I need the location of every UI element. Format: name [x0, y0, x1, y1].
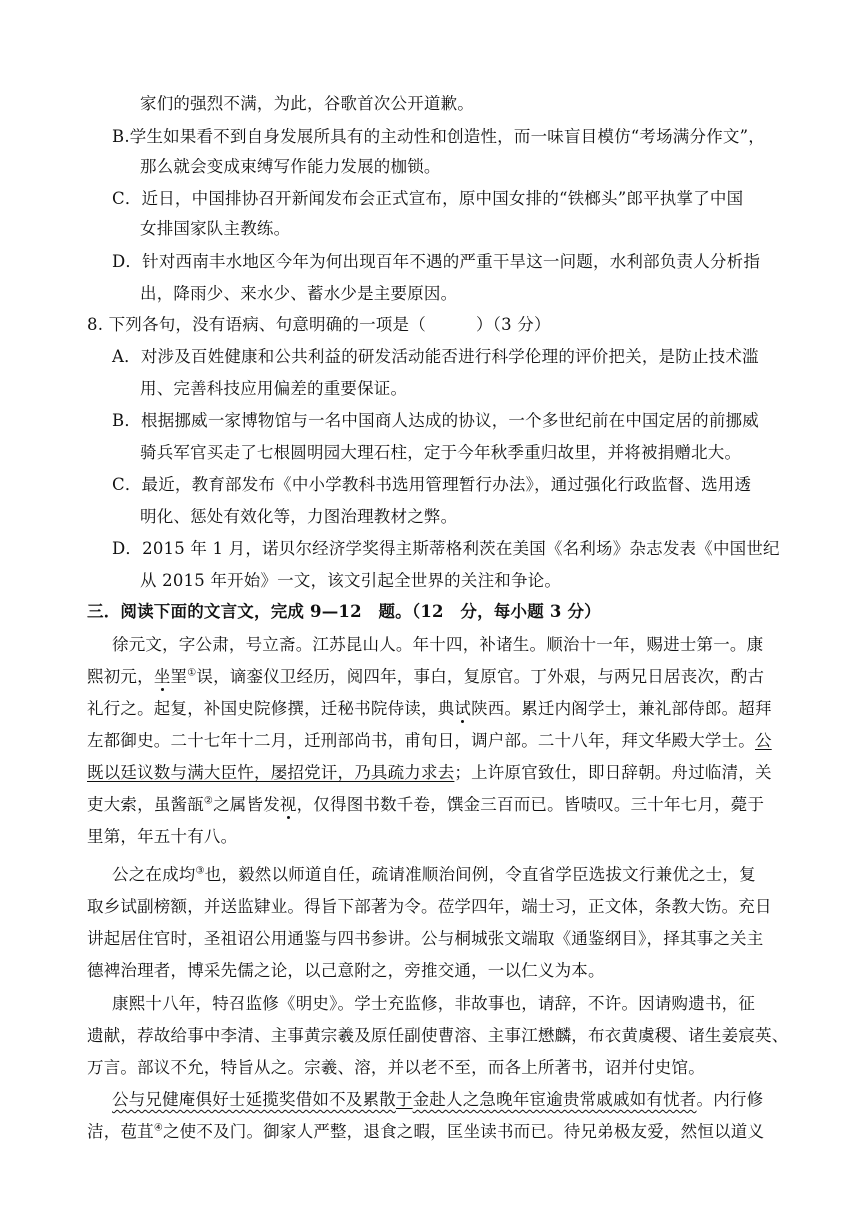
passage-p3-line3: 万言。部议不允，特旨从之。宗羲、溶，并以老不至，而各上所著书，诏并付史馆。: [87, 1058, 705, 1077]
q8-option-c-line2: 明化、惩处有效化等，力图治理教材之弊。: [140, 507, 458, 526]
q8-option-a-line1: A．对涉及百姓健康和公共利益的研发活动能否进行科学伦理的评价把关，是防止技术滥: [112, 347, 759, 366]
underlined-sentence-start: 公: [755, 731, 772, 750]
passage-p2-line4: 德裨治理者，博采先儒之论，以己意附之，旁推交通，一以仁义为本。: [87, 961, 605, 980]
q8-option-b-line1: B．根据挪威一家博物馆与一名中国商人达成的协议，一个多世纪前在中国定居的前挪威: [112, 411, 759, 430]
passage-p1-line5: [87, 762, 772, 784]
passage-text: 公之在成均: [112, 865, 196, 884]
q8-option-d-line1: D．2015 年 1 月，诺贝尔经济学奖得主斯蒂格利茨在美国《名利场》杂志发表《中国世纪: [112, 539, 780, 558]
passage-text: 陕西。累迁内阁学士，兼礼部侍郎。超拜: [471, 699, 772, 718]
q8-stem: 8. 下列各句，没有语病、句意明确的一项是（ ）（3 分）: [87, 315, 551, 334]
passage-text: 洁，苞苴: [87, 1122, 154, 1141]
underlined-char-yu: 于: [395, 1090, 413, 1109]
footnote-mark-2: ②: [203, 795, 214, 807]
passage-p2-line2: 取乡试副榜额，并送监肄业。得旨下部著为令。莅学四年，端士习，正文体，条教大饬。充日: [87, 897, 772, 916]
passage-p3-line1: 康熙十八年，特召监修《明史》。学士充监修，非故事也，请辞，不许。因请购遗书，征: [112, 994, 756, 1013]
footnote-mark-1: ①: [187, 667, 197, 679]
q7-option-a-continuation: 家们的强烈不满，为此，谷歌首次公开道歉。: [140, 94, 474, 113]
wavy-underlined-sentence: 公与兄健庵俱好士延揽奖借如不及累散: [112, 1090, 396, 1109]
passage-text: ，仅得图书数千卷，馔金三百而已。皆啧叹。三十年七月，薨于: [296, 795, 765, 814]
passage-text: 之属皆: [213, 795, 264, 814]
passage-text: 。内行修: [696, 1090, 764, 1109]
passage-p1-line7: 里第，年五十有八。: [87, 827, 238, 846]
passage-text: ；上许原官致仕，即日辞朝。舟过临清，关: [454, 763, 772, 782]
q8-option-b-line2: 骑兵军官买走了七根圆明园大理石柱，定于今年秋季重归故里，并将被捐赠北大。: [140, 443, 742, 462]
q7-option-c-line2: 女排国家队主教练。: [140, 219, 291, 238]
q7-option-d-line2: 出，降雨少、来水少、蓄水少是主要原因。: [140, 284, 458, 303]
passage-p3-line2: 遗献，荐故给事中李清、主事黄宗羲及原任副使曹溶、主事江懋麟，布衣黄虞稷、诸生姜宸英、: [87, 1026, 789, 1045]
q8-option-c-line1: C．最近，教育部发布《中小学教科书选用管理暂行办法》，通过强化行政监督、选用透: [112, 475, 752, 494]
passage-text: 吏大索，虽酱瓿: [87, 795, 204, 814]
underlined-sentence: 既以廷议数与满大臣忤，屡招党讦，乃具疏力求去: [87, 763, 455, 782]
passage-p1-line1: 徐元文，字公肃，号立斋。江苏昆山人。年十四，补诸生。顺治十一年，赐进士第一。康: [112, 635, 764, 654]
dotted-char-shi2: 视: [279, 795, 297, 814]
passage-p1-line2: [87, 666, 764, 688]
passage-p2-line1: [112, 864, 756, 886]
passage-text: 礼行之。起复，补国史院修撰，迁秘书院侍读，: [87, 699, 438, 718]
q8-option-d-line2: 从 2015 年开始》一文，该文引起全世界的关注和争论。: [140, 571, 562, 590]
passage-text: 熙初元，: [87, 667, 154, 686]
q7-option-d-line1: D．针对西南丰水地区今年为何出现百年不遇的严重干旱这一问题，水利部负责人分析指: [112, 252, 761, 271]
wavy-underlined-sentence: 金赴人之急晚年宦逾贵常戚戚如有忧者: [412, 1090, 697, 1109]
q8-option-a-line2: 用、完善科技应用偏差的重要保证。: [140, 379, 408, 398]
q7-option-b-line1: B.学生如果看不到自身发展所具有的主动性和创造性，而一味盲目模仿“考场满分作文”，: [112, 127, 765, 146]
footnote-mark-4: ④: [153, 1122, 163, 1134]
passage-text: 典: [437, 699, 455, 718]
dotted-char-zuo: 坐: [153, 667, 171, 686]
q7-option-b-line2: 那么就会变成束缚写作能力发展的枷锁。: [140, 157, 441, 176]
passage-text: 也，毅然以师道自任，疏请准顺治间例，令直省学臣选拔文行兼优之士，复: [204, 865, 756, 884]
passage-p1-line3: [87, 698, 772, 720]
dotted-char-shi: 试: [454, 699, 472, 718]
section-3-heading: 三．阅读下面的文言文，完成 9—12 题。（12 分，每小题 3 分）: [87, 602, 601, 621]
footnote-mark-3: ③: [195, 865, 205, 877]
passage-p1-line4: [87, 730, 772, 752]
passage-text: 发: [263, 795, 280, 814]
passage-p4-line2: [87, 1121, 764, 1143]
passage-text: 误，谪銮仪卫经历，阅四年，事白，复原官。丁外艰，与两兄日居丧次，酌古: [196, 667, 765, 686]
passage-text: 之使不及门。御家人严整，退食之暇，匡坐读书而已。待兄弟极友爱，然恒以道义: [162, 1122, 765, 1141]
passage-text: 罣: [170, 667, 188, 686]
q7-option-c-line1: C．近日，中国排协召开新闻发布会正式宣布，原中国女排的“铁榔头”郎平执掌了中国: [112, 189, 744, 208]
passage-text: 左都御史。二十七年十二月，迁刑部尚书，甫旬日，调户部。二十八年，拜文华殿大学士。: [87, 731, 755, 750]
passage-p2-line3: 讲起居住官时，圣祖诏公用通鉴与四书参讲。公与桐城张文端取《通鉴纲目》，择其事之关主: [87, 929, 764, 948]
passage-p4-line1: [112, 1089, 763, 1111]
passage-p1-line6: [87, 794, 764, 816]
